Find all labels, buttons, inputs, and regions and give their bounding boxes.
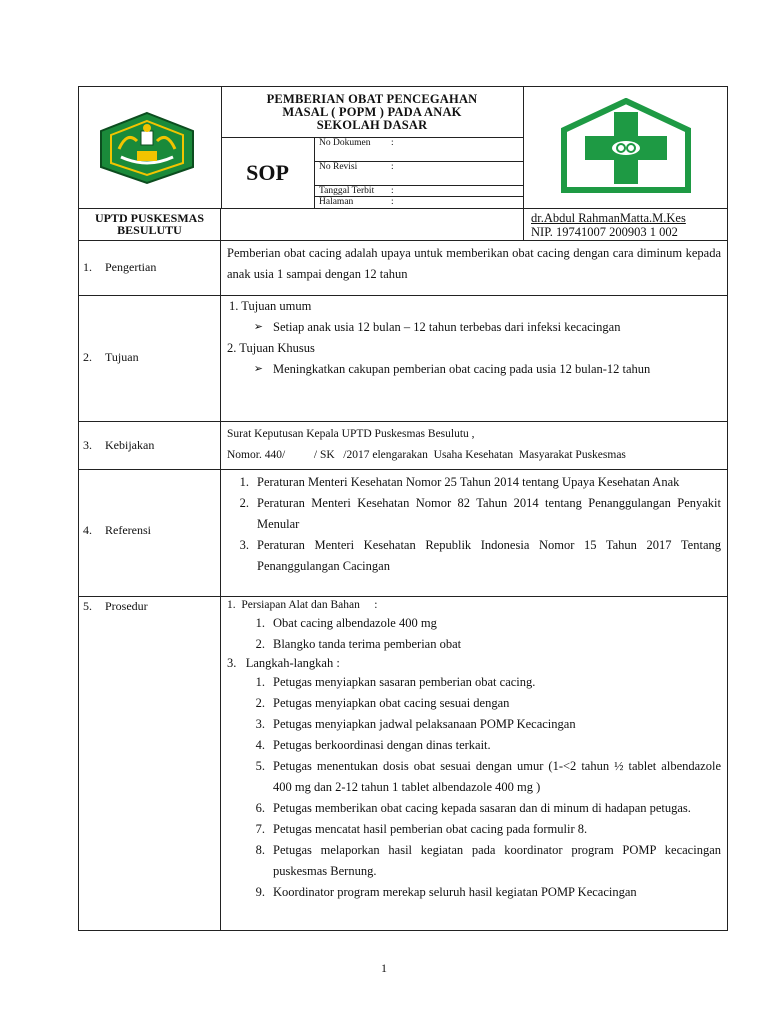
item-text: Petugas mencatat hasil pemberian obat cacing pada formulir 8. — [273, 822, 588, 836]
item-number: 2. — [239, 496, 249, 510]
tujuan-khusus-heading: 2. Tujuan Khusus — [227, 341, 315, 355]
section-referensi — [78, 470, 728, 597]
section-tujuan — [78, 296, 728, 422]
list-item — [243, 714, 721, 735]
item-number: 5. — [255, 759, 265, 773]
item-text: Petugas menyiapkan jadwal pelaksanaan POMP Kecacingan — [273, 717, 576, 731]
document-meta — [315, 137, 523, 209]
tujuan-umum-item — [227, 317, 721, 338]
section-number: 1. — [83, 260, 92, 274]
item-text: Petugas memberikan obat cacing kepada sasaran dan di minum di hadapan petugas. — [273, 801, 691, 815]
left-logo-cell — [79, 87, 222, 208]
item-text: Petugas menyiapkan obat cacing sesuai dengan — [273, 696, 510, 710]
tujuan-khusus-item — [227, 359, 721, 380]
section-number: 3. — [83, 438, 92, 452]
item-text: Obat cacing albendazole 400 mg — [273, 616, 437, 630]
item-text: Petugas menyiapkan sasaran pemberian obat cacing. — [273, 675, 536, 689]
title-cell — [221, 87, 524, 208]
puskesmas-logo-icon — [561, 98, 691, 194]
persiapan-heading: 1. Persiapan Alat dan Bahan : — [227, 599, 378, 611]
meta-label: Tanggal Terbit — [319, 186, 375, 196]
item-number: 6. — [255, 801, 265, 815]
meta-colon: : — [391, 197, 394, 207]
section-label — [79, 470, 221, 596]
page-number: 1 — [381, 961, 387, 975]
list-item — [243, 756, 721, 798]
arrow-bullet-icon: ➢ — [253, 363, 263, 375]
pengertian-text: Pemberian obat cacing adalah upaya untuk memberikan obat cacing dengan cara diminum kepada anak usia 1 sampai dengan 12 tahun — [227, 246, 721, 281]
item-number: 1. — [255, 675, 265, 689]
section-label — [79, 241, 221, 295]
signer-cell — [523, 209, 727, 240]
item-text: Petugas menentukan dosis obat sesuai dengan umur (1-<2 tahun ½ tablet albendazole 400 mg dan 2-12 tahun 1 tablet albendazole 400 mg ) — [273, 759, 721, 794]
section-pengertian — [78, 241, 728, 296]
list-item — [243, 613, 721, 634]
title-line: PEMBERIAN OBAT PENCEGAHAN — [266, 92, 478, 106]
list-item — [243, 672, 721, 693]
list-item — [243, 798, 721, 819]
list-item — [243, 735, 721, 756]
item-text: Koordinator program merekap seluruh hasil kegiatan POMP Kecacingan — [273, 885, 637, 899]
item-number: 7. — [255, 822, 265, 836]
title-line: SEKOLAH DASAR — [316, 118, 428, 132]
org-row — [78, 209, 728, 241]
section-label — [79, 296, 221, 421]
item-text: Petugas melaporkan hasil kegiatan pada koordinator program POMP kecacingan puskesmas Bernung. — [273, 843, 721, 878]
sop-label-cell — [221, 137, 315, 208]
sop-document — [78, 86, 728, 931]
org-name-line: BESULUTU — [117, 223, 182, 237]
referensi-list — [221, 470, 727, 579]
list-item — [227, 472, 721, 493]
meta-row-no-dokumen — [315, 138, 523, 162]
section-label — [79, 597, 221, 930]
section-number: 2. — [83, 350, 92, 364]
item-text: Peraturan Menteri Kesehatan Republik Indonesia Nomor 15 Tahun 2017 Tentang Penanggulangan Cacingan — [257, 538, 721, 573]
meta-colon: : — [391, 186, 394, 196]
tujuan-umum-text: Setiap anak usia 12 bulan – 12 tahun terbebas dari infeksi kecacingan — [273, 320, 621, 334]
section-number: 5. — [83, 599, 92, 613]
item-number: 1. — [239, 475, 249, 489]
persiapan-list — [227, 613, 721, 655]
item-number: 9. — [255, 885, 265, 899]
meta-label: No Dokumen — [319, 138, 371, 148]
org-name-line: UPTD PUSKESMAS — [94, 211, 204, 225]
section-prosedur — [78, 597, 728, 931]
meta-colon: : — [391, 162, 394, 172]
prosedur-body — [221, 597, 727, 905]
list-item — [243, 634, 721, 655]
tujuan-umum-heading: 1. Tujuan umum — [229, 299, 312, 313]
section-title: Tujuan — [105, 350, 139, 364]
tujuan-body — [221, 296, 727, 382]
kemenag-logo-icon — [97, 111, 197, 185]
org-spacer-cell — [221, 209, 524, 240]
list-item — [243, 819, 721, 840]
item-number: 8. — [255, 843, 265, 857]
item-number: 4. — [255, 738, 265, 752]
meta-row-tanggal-terbit — [315, 186, 523, 197]
list-item — [243, 693, 721, 714]
signer-nip: NIP. 19741007 200903 1 002 — [531, 225, 678, 239]
title-line: MASAL ( POPM ) PADA ANAK — [282, 105, 462, 119]
tujuan-khusus-text: Meningkatkan cakupan pemberian obat cacing pada usia 12 bulan-12 tahun — [273, 362, 651, 376]
item-text: Peraturan Menteri Kesehatan Nomor 82 Tahun 2014 tentang Penanggulangan Penyakit Menular — [257, 496, 721, 531]
signer-name: dr.Abdul RahmanMatta.M.Kes — [531, 211, 686, 225]
item-number: 3. — [255, 717, 265, 731]
item-text: Blangko tanda terima pemberian obat — [273, 637, 462, 651]
list-item — [227, 493, 721, 535]
list-item — [227, 535, 721, 577]
section-title: Referensi — [105, 523, 151, 537]
kebijakan-body — [221, 422, 727, 468]
arrow-bullet-icon: ➢ — [253, 321, 263, 333]
meta-label: Halaman — [319, 197, 354, 207]
list-item — [243, 840, 721, 882]
item-text: Peraturan Menteri Kesehatan Nomor 25 Tahun 2014 tentang Upaya Kesehatan Anak — [257, 475, 680, 489]
meta-row-halaman — [315, 197, 523, 208]
item-text: Petugas berkoordinasi dengan dinas terkait. — [273, 738, 491, 752]
meta-colon: : — [391, 138, 394, 148]
list-item — [243, 882, 721, 903]
langkah-list — [227, 672, 721, 903]
kebijakan-line: Surat Keputusan Kepala UPTD Puskesmas Besulutu , — [227, 428, 475, 440]
sop-header — [78, 86, 728, 209]
org-name — [79, 209, 221, 240]
langkah-heading: 3. Langkah-langkah : — [227, 656, 340, 670]
section-title: Prosedur — [105, 599, 148, 613]
section-title: Kebijakan — [105, 438, 155, 452]
item-number: 2. — [255, 696, 265, 710]
kebijakan-line: Nomor. 440/ / SK /2017 elengarakan Usaha Kesehatan Masyarakat Puskesmas — [227, 449, 626, 461]
document-title — [221, 93, 523, 132]
item-number: 1. — [255, 616, 265, 630]
meta-label: No Revisi — [319, 162, 358, 172]
section-label — [79, 422, 221, 469]
right-logo-cell — [523, 87, 727, 208]
section-title: Pengertian — [105, 260, 157, 274]
item-number: 3. — [239, 538, 249, 552]
item-number: 2. — [255, 637, 265, 651]
section-number: 4. — [83, 523, 92, 537]
meta-row-no-revisi — [315, 162, 523, 186]
sop-label: SOP — [246, 160, 289, 185]
section-kebijakan — [78, 422, 728, 470]
